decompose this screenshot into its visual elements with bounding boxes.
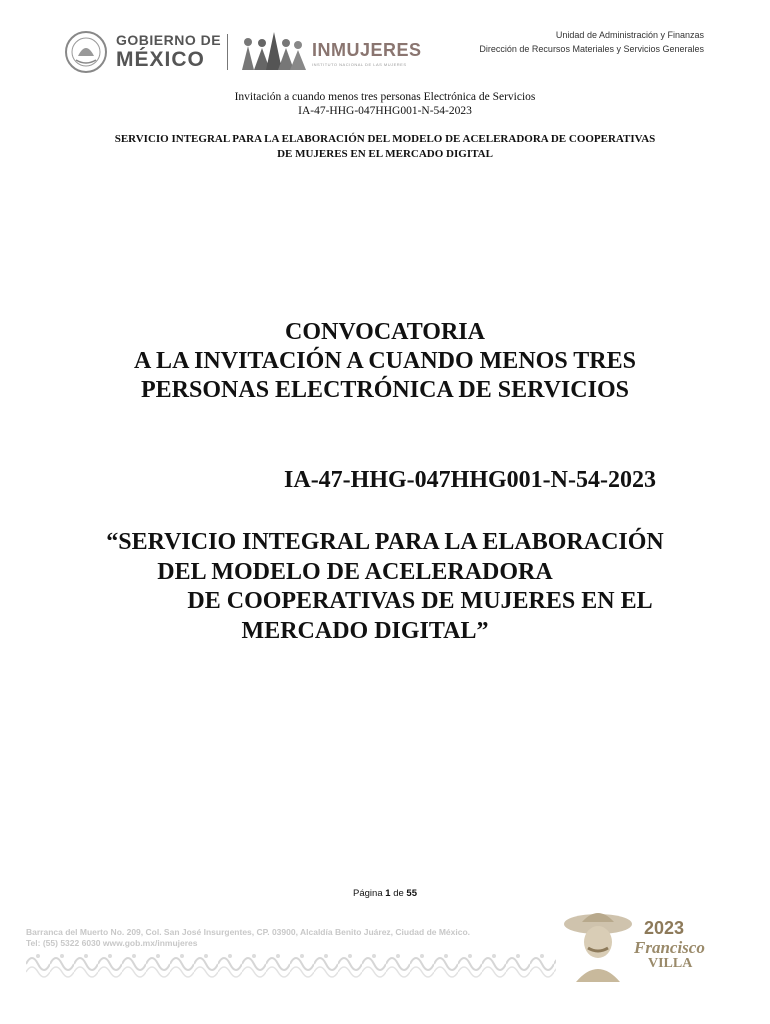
procedure-code: IA-47-HHG-047HHG001-N-54-2023 <box>284 467 656 493</box>
page-of: de <box>393 888 404 899</box>
main-title-line1: CONVOCATORIA <box>285 319 485 345</box>
page-footer <box>0 900 770 1024</box>
unit-line1: Unidad de Administración y Finanzas <box>555 30 704 40</box>
service-quote <box>60 528 710 646</box>
page-number <box>0 888 770 899</box>
villa-portrait-icon <box>560 902 640 984</box>
villa-name: Francisco <box>634 938 705 957</box>
footer-address: Barranca del Muerto No. 209, Col. San José Insurgentes, CP. 03900, Alcaldía Benito Juárez, Ciudad de México. <box>26 927 471 937</box>
quote-line2: DEL MODELO DE ACELERADORA <box>157 558 553 585</box>
service-title <box>60 132 710 162</box>
inmujeres-logo <box>240 26 430 74</box>
main-title <box>60 318 710 405</box>
gob-logo-line2: MÉXICO <box>116 48 205 71</box>
gobierno-de-mexico-logo <box>64 30 224 78</box>
gob-logo-line1: GOBIERNO DE <box>116 32 222 48</box>
francisco-villa-2023-logo <box>560 902 710 984</box>
logo-divider <box>227 34 228 70</box>
footer-address-block <box>26 927 470 949</box>
villa-surname: VILLA <box>648 956 693 971</box>
page-current: 1 <box>385 888 391 899</box>
service-title-line1: SERVICIO INTEGRAL PARA LA ELABORACIÓN DEL MODELO DE ACELERADORA DE COOPERATIVAS <box>114 133 656 145</box>
villa-year: 2023 <box>644 918 685 938</box>
inmujeres-wordmark: INMUJERES <box>312 40 422 60</box>
quote-line4: MERCADO DIGITAL” <box>241 617 489 644</box>
page-label: Página <box>353 888 383 899</box>
invitation-subheader <box>0 90 770 118</box>
subheader-line1: Invitación a cuando menos tres personas Electrónica de Servicios <box>234 91 536 103</box>
unit-line2: Dirección de Recursos Materiales y Servicios Generales <box>479 44 704 54</box>
footer-decorative-pattern <box>26 950 556 978</box>
quote-line3: DE COOPERATIVAS DE MUJERES EN EL <box>187 588 653 614</box>
page-header <box>0 0 770 90</box>
footer-contact: Tel: (55) 5322 6030 www.gob.mx/inmujeres <box>26 938 198 948</box>
women-figures-icon <box>240 26 308 72</box>
page-total: 55 <box>406 888 417 899</box>
service-title-line2: DE MUJERES EN EL MERCADO DIGITAL <box>277 148 493 160</box>
inmujeres-subtitle: INSTITUTO NACIONAL DE LAS MUJERES <box>312 62 407 67</box>
quote-line1: “SERVICIO INTEGRAL PARA LA ELABORACIÓN <box>106 529 664 555</box>
national-seal-icon <box>64 30 108 74</box>
unit-block <box>479 28 704 56</box>
main-title-line2: A LA INVITACIÓN A CUANDO MENOS TRES <box>134 348 636 374</box>
main-title-line3: PERSONAS ELECTRÓNICA DE SERVICIOS <box>141 377 629 403</box>
subheader-line2: IA-47-HHG-047HHG001-N-54-2023 <box>298 105 472 117</box>
